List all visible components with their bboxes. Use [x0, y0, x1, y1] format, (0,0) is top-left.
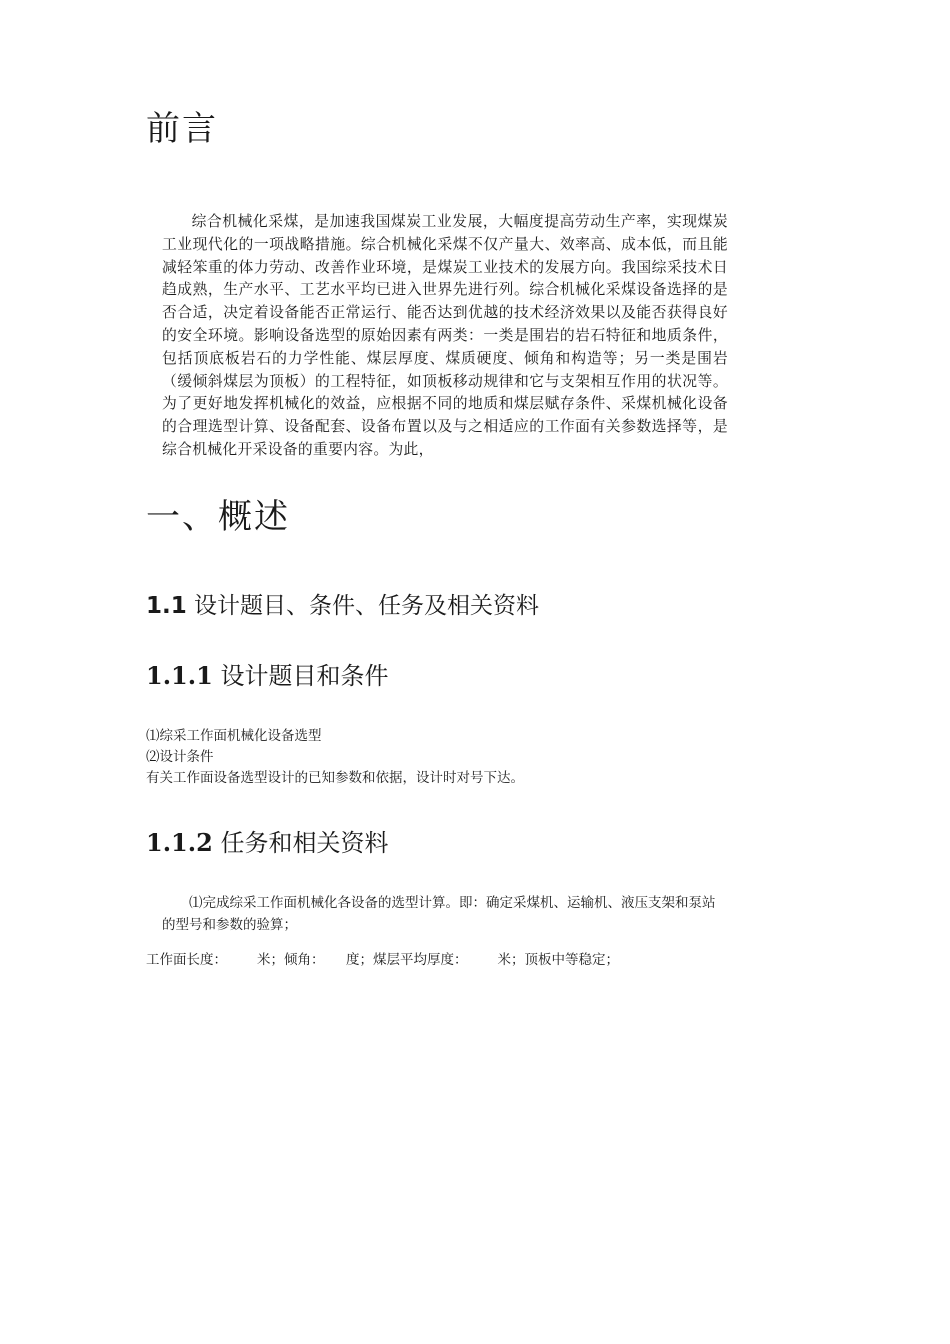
- preface-paragraph: 综合机械化采煤，是加速我国煤炭工业发展，大幅度提高劳动生产率，实现煤炭工业现代化的一项战略措施。综合机械化采煤不仅产量大、效率高、成本低，而且能减轻笨重的体力劳动、改善作业环境，是煤炭工业技术的发展方向。我国综采技术日趋成熟，生产水平、工艺水平均已进入世界先进行列。综合机械化采煤设备选择的是否合适，决定着设备能否正常运行、能否达到优越的技术经济效果以及能否获得良好的安全环境。影响设备选型的原始因素有两类：一类是围岩的岩石特征和地质条件，包括顶底板岩石的力学性能、煤层厚度、煤质硬度、倾角和构造等；另一类是围岩（缓倾斜煤层为顶板）的工程特征，如顶板移动规律和它与支架相互作用的状况等。为了更好地发挥机械化的效益，应根据不同的地质和煤层赋存条件、采煤机械化设备的合理选型计算、设备配套、设备布置以及与之相适应的工作面有关参数选择等，是综合机械化开采设备的重要内容。为此，: [162, 213, 728, 458]
- subsection-number: 1.1.1: [146, 661, 213, 690]
- task-paragraph: ⑴完成综采工作面机械化各设备的选型计算。即：确定采煤机、运输机、液压支架和泵站的型号和参数的验算；: [162, 895, 716, 933]
- subsection-number: 1.1.2: [146, 828, 213, 857]
- subsection-heading-design-topic: [146, 660, 388, 692]
- preface-heading: 前言: [146, 109, 218, 149]
- subsection-title: 任务和相关资料: [212, 829, 389, 857]
- design-conditions-list: [146, 726, 524, 789]
- section-heading: [146, 590, 539, 622]
- section-number: 1.1: [146, 593, 187, 619]
- subsection-title: 设计题目和条件: [212, 662, 389, 690]
- subsection-heading-tasks: [146, 827, 388, 859]
- section-title: 设计题目、条件、任务及相关资料: [186, 593, 540, 619]
- chapter-heading: 一、概述: [146, 497, 290, 537]
- parameters-line: 工作面长度： 米；倾角： 度；煤层平均厚度： 米；顶板中等稳定；: [146, 952, 620, 968]
- list-item: ⑵设计条件: [146, 749, 214, 765]
- list-item: 有关工作面设备选型设计的已知参数和依据，设计时对号下达。: [146, 770, 524, 786]
- list-item: ⑴综采工作面机械化设备选型: [146, 728, 322, 744]
